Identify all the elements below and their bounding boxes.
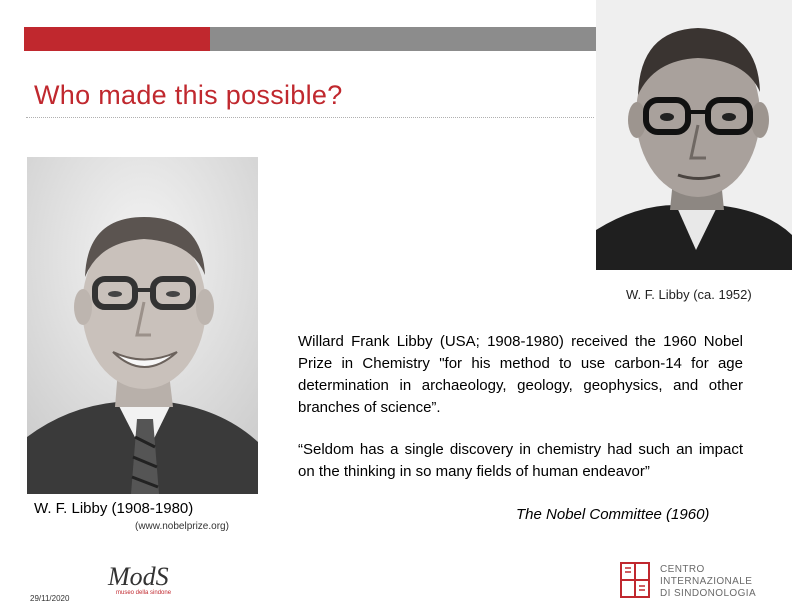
portrait-photo-libby-smiling bbox=[27, 157, 258, 494]
centro-logo-line-1: CENTRO bbox=[660, 564, 705, 575]
title-divider bbox=[26, 117, 594, 118]
photo-caption-left: W. F. Libby (1908-1980) bbox=[34, 500, 194, 517]
slide-date: 29/11/2020 bbox=[30, 594, 70, 603]
header-accent-bar bbox=[24, 27, 210, 51]
nobel-prize-paragraph: Willard Frank Libby (USA; 1908-1980) received the 1960 Nobel Prize in Chemistry "for his method to use carbon-14 for age determination in archaeology, geology, geophysics, and other branches of science”. bbox=[298, 333, 743, 416]
header-bar bbox=[210, 27, 596, 51]
mods-logo bbox=[100, 560, 192, 600]
photo-source: (www.nobelprize.org) bbox=[135, 521, 229, 532]
quote-attribution: The Nobel Committee (1960) bbox=[516, 506, 710, 523]
mods-logo-word: ModS bbox=[108, 562, 169, 591]
photo-caption-right: W. F. Libby (ca. 1952) bbox=[626, 287, 752, 302]
centro-logo-line-3: DI SINDONOLOGIA bbox=[660, 588, 757, 599]
nobel-quote: “Seldom has a single discovery in chemistry had such an impact on the thinking in so many fields of human endeavor” bbox=[298, 441, 743, 480]
centro-logo-line-2: INTERNAZIONALE bbox=[660, 576, 753, 587]
slide-title: Who made this possible? bbox=[34, 80, 343, 110]
centro-sindonologia-logo bbox=[620, 560, 770, 606]
portrait-photo-libby-1952 bbox=[596, 0, 792, 270]
centro-logo-mark-icon bbox=[620, 562, 650, 598]
mods-logo-tagline: museo della sindone bbox=[116, 590, 172, 596]
